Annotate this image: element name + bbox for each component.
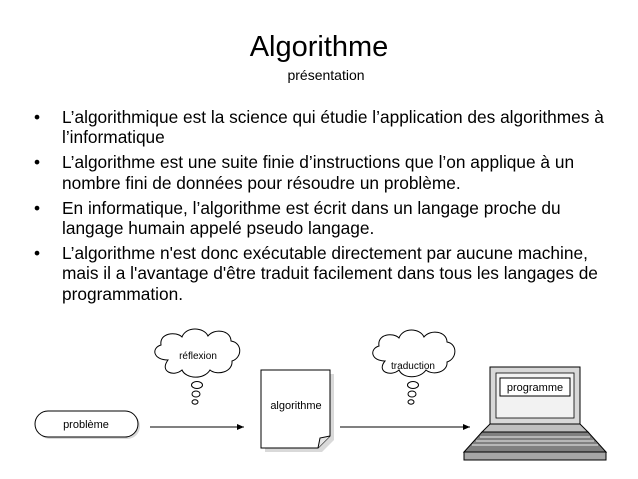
bullet-text: L’algorithme n'est donc exécutable directement par aucune machine, mais il a l'avantage d'être traduit facilement dans tous les langages de programmation. xyxy=(62,243,598,304)
bullet-dot: • xyxy=(34,243,41,264)
problem-shape xyxy=(35,411,140,439)
slide-title: Algorithme xyxy=(249,31,389,63)
bullet-dot: • xyxy=(34,197,41,218)
slide-subtitle: présentation xyxy=(287,67,365,83)
program-label: programme xyxy=(506,382,564,394)
bullet-text: L’algorithme est une suite finie d’instructions que l’on applique à un nombre fini de données pour résoudre un problème. xyxy=(62,152,575,193)
bullet-text: En informatique, l’algorithme est écrit dans un langage proche du langage humain appelé pseudo langage. xyxy=(62,197,561,239)
bullet-dot: • xyxy=(34,107,41,127)
reflection-label: réflexion xyxy=(179,351,217,362)
algorithm-label: algorithme xyxy=(270,400,322,412)
reflection-cloud xyxy=(155,329,240,404)
problem-label: problème xyxy=(63,419,109,431)
laptop-icon xyxy=(464,367,606,460)
bullet-text: L’algorithmique est la science qui étudie l’application des algorithmes à l’informatique xyxy=(62,107,604,148)
bullet-dot: • xyxy=(34,152,41,173)
algorithm-document xyxy=(261,370,334,452)
translation-cloud xyxy=(373,330,455,404)
translation-label: traduction xyxy=(391,361,435,372)
